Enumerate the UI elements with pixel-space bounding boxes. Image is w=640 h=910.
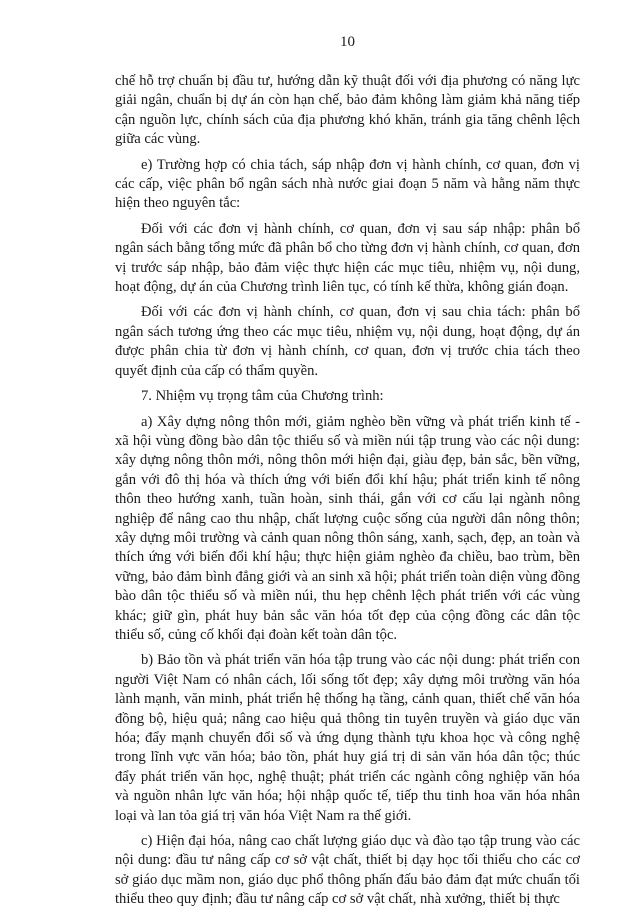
paragraph-after-split: Đối với các đơn vị hành chính, cơ quan, đơn vị sau chia tách: phân bổ ngân sách tương ứng theo các mục tiêu, nhiệm vụ, nội dung, hoạt động, dự án được phân chia từ đơn vị hành chính, cơ quan, đơn vị trước chia tách theo quyết định của cấp có thẩm quyền. — [115, 304, 580, 379]
section-heading-7: 7. Nhiệm vụ trọng tâm của Chương trình: — [141, 388, 384, 405]
page-number: 10 — [340, 34, 355, 50]
paragraph-e-restructuring: e) Trường hợp có chia tách, sáp nhập đơn vị hành chính, cơ quan, đơn vị các cấp, việc phân bổ ngân sách nhà nước giai đoạn 5 năm và hằng năm thực hiện theo nguyên tắc: — [115, 156, 580, 212]
paragraph-after-merger: Đối với các đơn vị hành chính, cơ quan, đơn vị sau sáp nhập: phân bổ ngân sách bằng tổng mức đã phân bổ cho từng đơn vị hành chính, cơ quan, đơn vị trước sáp nhập, bảo đảm việc thực hiện các mục tiêu, nhiệm vụ, nội dung, hoạt động, dự án của Chương trình liên tục, có tính kế thừa, không gián đoạn. — [115, 220, 580, 296]
paragraph-a-rural-development: a) Xây dựng nông thôn mới, giảm nghèo bền vững và phát triển kinh tế - xã hội vùng đồng bào dân tộc thiểu số và miền núi tập trung vào các nội dung: xây dựng nông thôn mới, nông thôn mới hiện đại, giàu đẹp, bản sắc, bền vững, gắn với đô thị hóa và thích ứng với biến đổi khí hậu; phát triển kinh tế nông thôn theo hướng xanh, tuần hoàn, sinh thái, gắn với cơ cấu lại ngành nông nghiệp để nâng cao thu nhập, chất lượng cuộc sống của người dân nông thôn; xây dựng môi trường và cảnh quan nông thôn sáng, xanh, sạch, đẹp, an toàn và thích ứng với biến đổi khí hậu; thực hiện giảm nghèo đa chiều, bao trùm, bền vững, bảo đảm bình đẳng giới và an sinh xã hội; phát triển toàn diện vùng đồng bào dân tộc thiểu số và miền núi, thu hẹp chênh lệch phát triển với các vùng khác; giữ gìn, phát huy bản sắc văn hóa tốt đẹp của cộng đồng các dân tộc thiểu số, củng cố khối đại đoàn kết toàn dân tộc. — [115, 413, 580, 643]
paragraph-continuation: chế hỗ trợ chuẩn bị đầu tư, hướng dẫn kỹ thuật đối với địa phương có năng lực giải ngân, chuẩn bị dự án còn hạn chế, bảo đảm không làm giảm khả năng tiếp cận nguồn lực, chính sách của địa phương khó khăn, tránh gia tăng chênh lệch giữa các vùng. — [115, 73, 580, 148]
paragraph-c-education: c) Hiện đại hóa, nâng cao chất lượng giáo dục và đào tạo tập trung vào các nội dung: đầu tư nâng cấp cơ sở vật chất, thiết bị dạy học tối thiểu cho các cơ sở giáo dục mầm non, giáo dục phổ thông phấn đấu bảo đảm đạt mức chuẩn tối thiểu theo quy định; đầu tư nâng cấp cơ sở vật chất, nhà xưởng, thiết bị thực — [115, 833, 580, 908]
paragraph-b-culture: b) Bảo tồn và phát triển văn hóa tập trung vào các nội dung: phát triển con người Việt Nam có nhân cách, lối sống tốt đẹp; xây dựng môi trường văn hóa lành mạnh, văn minh, phát triển hệ thống hạ tầng, cảnh quan, thiết chế văn hóa đồng bộ, hiệu quả; nâng cao hiệu quả thông tin tuyên truyền và giáo dục văn hóa; đẩy mạnh chuyển đổi số và ứng dụng thành tựu khoa học và công nghệ trong lĩnh vực văn hóa; bảo tồn, phát huy giá trị di sản văn hóa dân tộc; thúc đẩy phát triển văn học, nghệ thuật; phát triển các ngành công nghiệp văn hóa và nguồn nhân lực văn hóa; hội nhập quốc tế, tiếp thu tinh hoa văn hóa nhân loại và lan tỏa giá trị văn hóa Việt Nam ra thế giới. — [115, 652, 580, 824]
